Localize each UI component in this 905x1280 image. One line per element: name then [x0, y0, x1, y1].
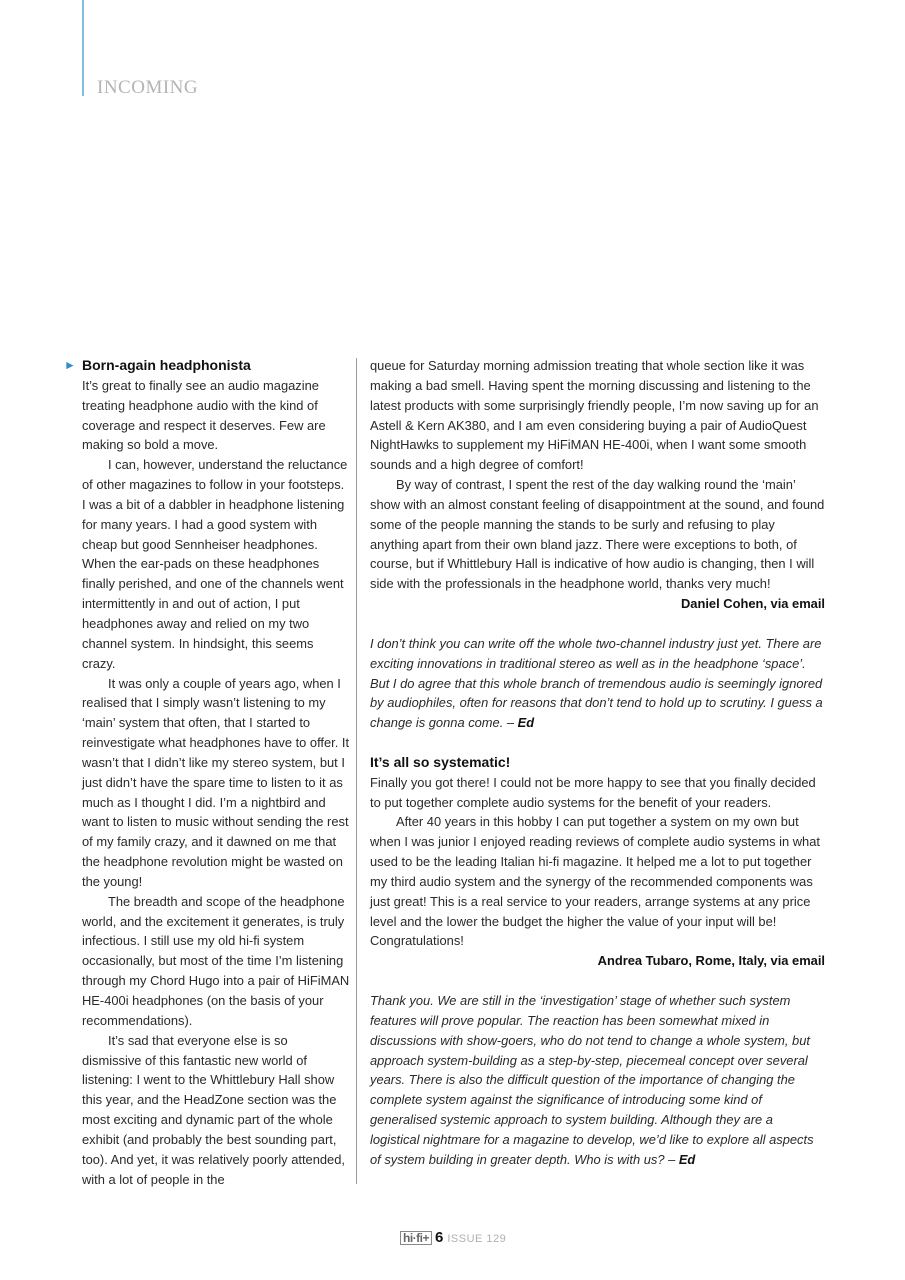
editor-reply-text: I don’t think you can write off the whole two-channel industry just yet. There are exciting innovations in traditional stereo as well as in the headphone ‘space’. But I do agree that this whole branch of tremendous audio is seemingly ignored by audiophiles, often for reasons that don’t tend to hold up to scrutiny. I guess a change is gonna come. – — [370, 635, 823, 731]
letter-signature: Andrea Tubaro, Rome, Italy, via email — [597, 953, 825, 969]
magazine-logo: hi·fi+ — [400, 1231, 432, 1245]
letter-paragraph: I can, however, understand the reluctance of other magazines to follow in your footsteps. I was a bit of a dabbler in headphone listening for many years. I had a good system with cheap but good Sennheiser headphones. When the ear-pads on these headphones finally perished, and one of the channels went intermittently in and out of action, I put headphones away and relied on my two channel system. In hindsight, this seems crazy. — [82, 457, 348, 671]
editor-reply-text: Thank you. We are still in the ‘investigation’ stage of whether such system features will prove popular. The reaction has been somewhat mixed in discussions with show-goers, who do not tend to change a whole system, but approach system-building as a step-by-step, piecemeal concept over several years. There is also the difficult question of the importance of changing the complete system against the significance of introducing some kind of generalised systemic approach to system building. Although they are a logistical nightmare for a magazine to develop, we’d like to explore all aspects of system building in greater depth. Who is with us? – — [370, 993, 814, 1167]
editor-reply — [370, 991, 825, 1170]
arrow-bullet-icon: ► — [64, 358, 76, 372]
column-divider — [356, 358, 357, 1184]
letter-paragraph: The breadth and scope of the headphone world, and the excitement it generates, is truly infectious. I still use my old hi-fi system occasionally, but most of the time I’m listening through my Chord Hugo into a pair of HiFiMAN HE-400i headphones (on the basis of your recommendations). — [82, 893, 350, 1028]
left-column — [64, 356, 350, 1189]
letter-paragraph: After 40 years in this hobby I can put together a system on my own but when I was junior I enjoyed reading reviews of complete audio systems in what used to be the leading Italian hi-fi magazine. It helped me a lot to put together my third audio system and the synergy of the recommended components was just great! This is a real service to your readers, arrange systems at any price level and the lower the budget the higher the value of your input will be! Congratulations! — [370, 814, 820, 949]
letter-paragraph: It’s great to finally see an audio magazine treating headphone audio with the kind of coverage and respect it deserves. Few are making so bold a move. — [82, 377, 326, 453]
editor-sign: Ed — [678, 1151, 696, 1167]
letter-title-text: Born-again headphonista — [82, 357, 251, 373]
letter-paragraph: By way of contrast, I spent the rest of the day walking round the ‘main’ show with an almost constant feeling of disappointment at the sound, and found some of the people manning the stands to be surly and refusing to play anything apart from their own bland jazz. There were exceptions to both, of course, but if Whittlebury Hall is indicative of how audio is changing, then I will side with the professionals in the headphone world, thanks very much! — [370, 477, 825, 592]
letter-paragraph: It’s sad that everyone else is so dismissive of this fantastic new world of listening: I went to the Whittlebury Hall show this year, and the HeadZone section was the most exciting and dynamic part of the whole exhibit (and probably the best sounding part, too). And yet, it was relatively poorly attended, with a lot of people in the — [82, 1032, 345, 1187]
page-footer — [400, 1229, 506, 1246]
editor-sign: Ed — [517, 715, 535, 731]
editor-reply — [370, 634, 825, 733]
page-number: 6 — [435, 1229, 444, 1246]
letter-signature: Daniel Cohen, via email — [681, 596, 825, 612]
letter-paragraph: queue for Saturday morning admission treating that whole section like it was making a bad smell. Having spent the morning discussing and listening to the latest products with some surprisingly friendly people, I’m now saving up for an Astell & Kern AK380, and I am even considering buying a pair of AudioQuest NightHawks to supplement my HiFiMAN HE-400i, when I want some smooth sounds and a high degree of comfort! — [370, 358, 819, 473]
issue-label: ISSUE 129 — [447, 1233, 507, 1245]
right-column — [370, 356, 825, 1170]
section-label: INCOMING — [97, 77, 199, 98]
letter-paragraph: It was only a couple of years ago, when I realised that I simply wasn’t listening to my ‘main’ system that often, that I started to reinvestigate what headphones have to offer. It wasn’t that I didn’t like my stereo system, but I just didn’t have the spare time to listen to it as much as I thought I did. I’m a nightbird and want to listen to music without sending the rest of my family crazy, and it dawned on me that the headphone revolution might be wasted on the young! — [82, 675, 350, 889]
letter-title — [64, 356, 350, 376]
accent-rule — [82, 0, 84, 96]
letter-paragraph: Finally you got there! I could not be more happy to see that you finally decided to put together complete audio systems for the benefit of your readers. — [370, 774, 816, 810]
letter-title: It’s all so systematic! — [370, 753, 511, 770]
